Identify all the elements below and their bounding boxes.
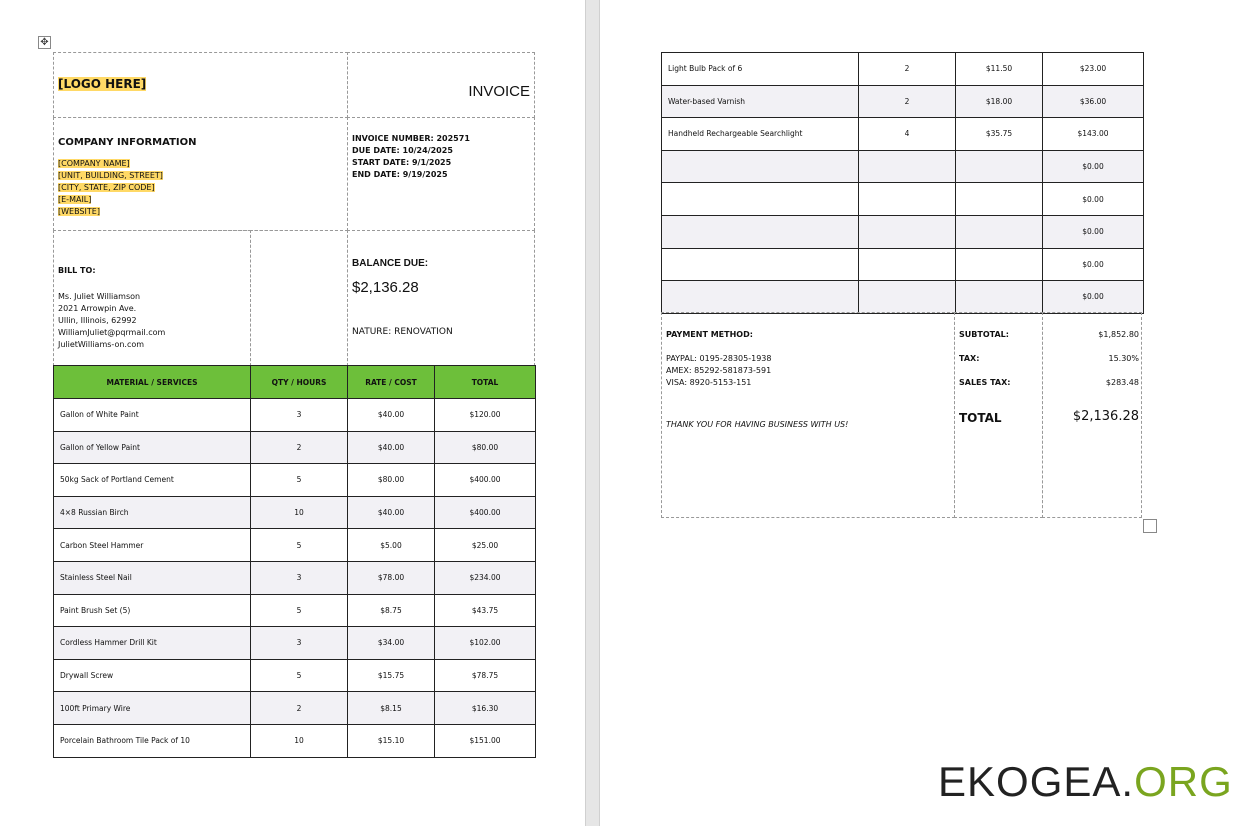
balance-label: BALANCE DUE: bbox=[352, 258, 429, 269]
cell-qty[interactable]: 3 bbox=[251, 399, 348, 432]
cell-rate[interactable] bbox=[956, 183, 1043, 216]
table-row bbox=[54, 659, 536, 692]
cell-qty[interactable]: 10 bbox=[251, 724, 348, 757]
balance-cell bbox=[347, 230, 535, 366]
cell-rate[interactable]: $8.15 bbox=[348, 692, 435, 725]
page-gap bbox=[585, 0, 600, 826]
cell-rate[interactable]: $40.00 bbox=[348, 431, 435, 464]
bill-to-heading: BILL TO: bbox=[58, 266, 96, 275]
cell-qty[interactable]: 2 bbox=[251, 692, 348, 725]
nature: NATURE: RENOVATION bbox=[352, 327, 453, 337]
due-date: DUE DATE: 10/24/2025 bbox=[352, 146, 453, 155]
cell-total[interactable]: $120.00 bbox=[435, 399, 536, 432]
table-row bbox=[662, 215, 1144, 248]
total-value: $2,136.28 bbox=[1072, 409, 1139, 424]
title-cell bbox=[347, 52, 535, 118]
cell-item[interactable]: Gallon of White Paint bbox=[54, 399, 251, 432]
table-header-row bbox=[54, 366, 536, 399]
thanks-note: THANK YOU FOR HAVING BUSINESS WITH US! bbox=[666, 420, 849, 429]
cell-rate[interactable] bbox=[956, 215, 1043, 248]
cell-total[interactable]: $25.00 bbox=[435, 529, 536, 562]
cell-total[interactable]: $400.00 bbox=[435, 496, 536, 529]
totals-label-cell bbox=[954, 312, 1043, 518]
cell-rate[interactable]: $40.00 bbox=[348, 399, 435, 432]
table-move-handle[interactable]: ✥ bbox=[38, 36, 51, 49]
cell-qty[interactable]: 3 bbox=[251, 561, 348, 594]
balance-amount: $2,136.28 bbox=[352, 279, 419, 296]
cell-total[interactable]: $102.00 bbox=[435, 627, 536, 660]
logo-cell bbox=[53, 52, 348, 118]
table-row bbox=[662, 150, 1144, 183]
cell-item[interactable]: 100ft Primary Wire bbox=[54, 692, 251, 725]
company-name: [COMPANY NAME] bbox=[58, 159, 130, 168]
cell-item[interactable]: Stainless Steel Nail bbox=[54, 561, 251, 594]
invoice-title: INVOICE bbox=[468, 83, 530, 100]
cell-rate[interactable]: $15.75 bbox=[348, 659, 435, 692]
company-email: [E-MAIL] bbox=[58, 195, 92, 204]
client-street: 2021 Arrowpin Ave. bbox=[58, 304, 137, 313]
cell-rate[interactable]: $15.10 bbox=[348, 724, 435, 757]
table-row bbox=[54, 431, 536, 464]
total-label: TOTAL bbox=[959, 411, 1002, 425]
cell-rate[interactable]: $35.75 bbox=[956, 118, 1043, 151]
cell-item[interactable]: Paint Brush Set (5) bbox=[54, 594, 251, 627]
payment-paypal: PAYPAL: 0195-28305-1938 bbox=[666, 354, 772, 363]
cell-item[interactable]: 4×8 Russian Birch bbox=[54, 496, 251, 529]
watermark-org: ORG bbox=[1134, 758, 1233, 805]
table-row bbox=[54, 724, 536, 757]
cell-item[interactable]: Carbon Steel Hammer bbox=[54, 529, 251, 562]
cell-item[interactable]: Porcelain Bathroom Tile Pack of 10 bbox=[54, 724, 251, 757]
cell-total[interactable]: $36.00 bbox=[1043, 85, 1144, 118]
cell-qty[interactable] bbox=[859, 248, 956, 281]
table-row bbox=[54, 692, 536, 725]
subtotal-label: SUBTOTAL: bbox=[959, 330, 1009, 339]
table-row bbox=[662, 85, 1144, 118]
invoice-info-cell bbox=[347, 117, 535, 231]
table-row bbox=[54, 627, 536, 660]
cell-total[interactable]: $23.00 bbox=[1043, 53, 1144, 86]
cell-total[interactable]: $16.30 bbox=[435, 692, 536, 725]
cell-qty[interactable]: 2 bbox=[859, 85, 956, 118]
table-row bbox=[662, 183, 1144, 216]
cell-qty[interactable]: 3 bbox=[251, 627, 348, 660]
payment-heading: PAYMENT METHOD: bbox=[666, 330, 753, 339]
header-qty: QTY / HOURS bbox=[251, 366, 348, 399]
cell-item[interactable]: Cordless Hammer Drill Kit bbox=[54, 627, 251, 660]
cell-item[interactable]: Light Bulb Pack of 6 bbox=[662, 53, 859, 86]
cell-qty[interactable] bbox=[859, 150, 956, 183]
cell-item[interactable]: Drywall Screw bbox=[54, 659, 251, 692]
cell-item[interactable]: 50kg Sack of Portland Cement bbox=[54, 464, 251, 497]
table-row bbox=[662, 118, 1144, 151]
cell-qty[interactable]: 2 bbox=[251, 431, 348, 464]
watermark-text: EKOGEA. bbox=[938, 758, 1135, 805]
cell-qty[interactable] bbox=[859, 281, 956, 314]
cell-item[interactable]: Gallon of Yellow Paint bbox=[54, 431, 251, 464]
cell-item[interactable] bbox=[662, 150, 859, 183]
start-date: START DATE: 9/1/2025 bbox=[352, 158, 452, 167]
empty-cell bbox=[250, 230, 348, 366]
cell-rate[interactable] bbox=[956, 281, 1043, 314]
table-resize-handle[interactable] bbox=[1143, 519, 1157, 533]
logo-placeholder[interactable]: [LOGO HERE] bbox=[58, 77, 147, 91]
payment-visa: VISA: 8920-5153-151 bbox=[666, 378, 752, 387]
cell-rate[interactable]: $78.00 bbox=[348, 561, 435, 594]
invoice-number: INVOICE NUMBER: 202571 bbox=[352, 134, 470, 143]
cell-total[interactable]: $400.00 bbox=[435, 464, 536, 497]
cell-rate[interactable]: $34.00 bbox=[348, 627, 435, 660]
client-name: Ms. Juliet Williamson bbox=[58, 292, 141, 301]
cell-item[interactable] bbox=[662, 215, 859, 248]
header-material: MATERIAL / SERVICES bbox=[54, 366, 251, 399]
payment-cell bbox=[661, 312, 955, 518]
cell-total[interactable]: $151.00 bbox=[435, 724, 536, 757]
watermark-logo bbox=[938, 758, 1233, 806]
cell-total[interactable]: $0.00 bbox=[1043, 248, 1144, 281]
cell-total[interactable]: $0.00 bbox=[1043, 183, 1144, 216]
subtotal-value: $1,852.80 bbox=[1098, 330, 1139, 339]
totals-value-cell bbox=[1042, 312, 1142, 518]
cell-total[interactable]: $0.00 bbox=[1043, 215, 1144, 248]
cell-rate[interactable] bbox=[956, 150, 1043, 183]
tax-label: TAX: bbox=[959, 354, 980, 363]
cell-qty[interactable]: 5 bbox=[251, 594, 348, 627]
company-city: [CITY, STATE, ZIP CODE] bbox=[58, 183, 155, 192]
table-row bbox=[662, 281, 1144, 314]
cell-qty[interactable]: 2 bbox=[859, 53, 956, 86]
tax-value: 15.30% bbox=[1108, 354, 1139, 363]
cell-total[interactable]: $80.00 bbox=[435, 431, 536, 464]
table-row bbox=[54, 496, 536, 529]
cell-rate[interactable]: $11.50 bbox=[956, 53, 1043, 86]
client-email: WilliamJuliet@pqrmail.com bbox=[58, 328, 166, 337]
table-row bbox=[54, 529, 536, 562]
end-date: END DATE: 9/19/2025 bbox=[352, 170, 448, 179]
company-website: [WEBSITE] bbox=[58, 207, 100, 216]
cell-qty[interactable]: 4 bbox=[859, 118, 956, 151]
cell-total[interactable]: $78.75 bbox=[435, 659, 536, 692]
table-row bbox=[54, 561, 536, 594]
items-table bbox=[53, 365, 536, 758]
sales-tax-value: $283.48 bbox=[1105, 378, 1139, 387]
table-row bbox=[662, 248, 1144, 281]
client-website: JulietWilliams-on.com bbox=[58, 340, 145, 349]
table-row bbox=[54, 594, 536, 627]
items-table-continued bbox=[661, 52, 1144, 314]
header-total: TOTAL bbox=[435, 366, 536, 399]
table-row bbox=[662, 53, 1144, 86]
company-heading: COMPANY INFORMATION bbox=[58, 137, 197, 148]
cell-total[interactable]: $0.00 bbox=[1043, 281, 1144, 314]
cell-rate[interactable]: $40.00 bbox=[348, 496, 435, 529]
cell-qty[interactable]: 5 bbox=[251, 529, 348, 562]
cell-item[interactable] bbox=[662, 183, 859, 216]
cell-total[interactable]: $0.00 bbox=[1043, 150, 1144, 183]
cell-total[interactable]: $234.00 bbox=[435, 561, 536, 594]
client-city: Ullin, Illinois, 62992 bbox=[58, 316, 137, 325]
cell-total[interactable]: $143.00 bbox=[1043, 118, 1144, 151]
header-rate: RATE / COST bbox=[348, 366, 435, 399]
cell-rate[interactable]: $5.00 bbox=[348, 529, 435, 562]
cell-total[interactable]: $43.75 bbox=[435, 594, 536, 627]
table-row bbox=[54, 399, 536, 432]
cell-item[interactable]: Water-based Varnish bbox=[662, 85, 859, 118]
table-row bbox=[54, 464, 536, 497]
cell-qty[interactable]: 10 bbox=[251, 496, 348, 529]
cell-qty[interactable] bbox=[859, 183, 956, 216]
cell-rate[interactable] bbox=[956, 248, 1043, 281]
cell-qty[interactable]: 5 bbox=[251, 464, 348, 497]
bill-to-cell bbox=[53, 230, 251, 366]
sales-tax-label: SALES TAX: bbox=[959, 378, 1011, 387]
payment-amex: AMEX: 85292-581873-591 bbox=[666, 366, 772, 375]
company-street: [UNIT, BUILDING, STREET] bbox=[58, 171, 163, 180]
cell-qty[interactable] bbox=[859, 215, 956, 248]
cell-rate[interactable]: $8.75 bbox=[348, 594, 435, 627]
company-cell bbox=[53, 117, 348, 231]
cell-rate[interactable]: $18.00 bbox=[956, 85, 1043, 118]
cell-item[interactable] bbox=[662, 248, 859, 281]
cell-item[interactable] bbox=[662, 281, 859, 314]
cell-rate[interactable]: $80.00 bbox=[348, 464, 435, 497]
cell-qty[interactable]: 5 bbox=[251, 659, 348, 692]
cell-item[interactable]: Handheld Rechargeable Searchlight bbox=[662, 118, 859, 151]
